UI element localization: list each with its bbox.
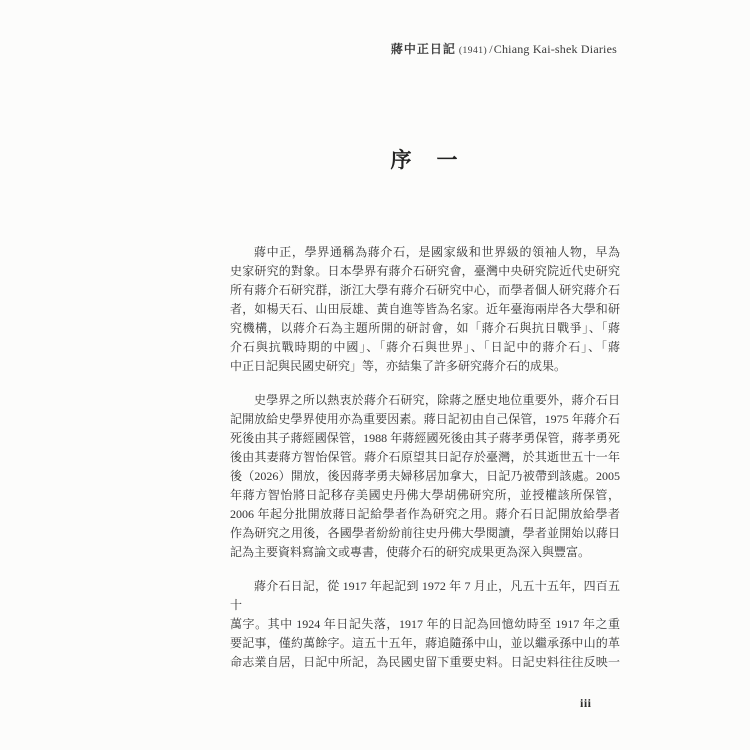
text-line: 年蔣方智怡將日記移存美國史丹佛大學胡佛研究所，並授權該所保管，	[230, 488, 620, 502]
text-line: 要記事，僅約萬餘字。這五十五年，蔣追隨孫中山，並以繼承孫中山的革	[230, 636, 620, 650]
paragraph	[230, 391, 620, 562]
text-line: 後由其妻蔣方智怡保管。蔣介石原望其日記存於臺灣，於其逝世五十一年	[230, 450, 620, 464]
running-header	[391, 40, 617, 57]
text-line: 中正日記與民國史研究」等，亦結集了許多研究蔣介石的成果。	[230, 359, 567, 373]
text-line: 記開放給史學界使用亦為重要因素。蔣日記初由自己保管，1975 年蔣介石	[230, 412, 620, 426]
body-paragraphs	[230, 243, 620, 687]
running-header-cjk-title: 蔣中正日記	[390, 42, 456, 56]
text-line: 作為研究之用後，各國學者紛紛前往史丹佛大學閱讀，學者並開始以蔣日	[230, 526, 620, 540]
text-line: 記為主要資料寫論文或專書，使蔣介石的研究成果更為深入與豐富。	[230, 545, 591, 559]
text-line: 蔣中正，學界通稱為蔣介石，是國家級和世界級的領袖人物，早為	[254, 245, 620, 259]
text-line: 蔣介石日記，從 1917 年起記到 1972 年 7 月止，凡五十五年，四百五十	[230, 579, 620, 612]
text-line: 究機構，以蔣介石為主題所開的研討會，如「蔣介石與抗日戰爭」、「蔣	[230, 321, 620, 335]
running-header-en-title: Chiang Kai-shek Diaries	[493, 42, 617, 56]
text-line: 史家研究的對象。日本學界有蔣介石研究會，臺灣中央研究院近代史研究	[230, 264, 620, 278]
text-line: 命志業自居，日記中所記，為民國史留下重要史料。日記史料往往反映一	[230, 655, 620, 669]
text-line: 所有蔣介石研究群，浙江大學有蔣介石研究中心，而學者個人研究蔣介石	[230, 283, 620, 297]
running-header-divider: /	[489, 42, 493, 56]
text-line: 萬字。其中 1924 年日記失落，1917 年的日記為回憶幼時至 1917 年之重	[230, 617, 620, 631]
page-number: iii	[580, 696, 592, 710]
text-line: 後（2026）開放，後因蔣孝勇夫婦移居加拿大，日記乃被帶到該處。2005	[230, 469, 620, 483]
running-header-year: (1941)	[458, 46, 488, 56]
text-line: 者，如楊天石、山田辰雄、黃自進等皆為名家。近年臺海兩岸各大學和研	[230, 302, 620, 316]
text-line: 介石與抗戰時期的中國」、「蔣介石與世界」、「日記中的蔣介石」、「蔣	[230, 340, 620, 354]
text-line: 2006 年起分批開放蔣日記給學者作為研究之用。蔣介石日記開放給學者	[230, 507, 620, 521]
section-title: 序 一	[390, 148, 460, 172]
paragraph	[230, 577, 620, 672]
text-line: 死後由其子蔣經國保管，1988 年蔣經國死後由其子蔣孝勇保管，蔣孝勇死	[230, 431, 620, 445]
text-line: 史學界之所以熱衷於蔣介石研究，除蔣之歷史地位重要外，蔣介石日	[254, 393, 620, 407]
paragraph	[230, 243, 620, 376]
